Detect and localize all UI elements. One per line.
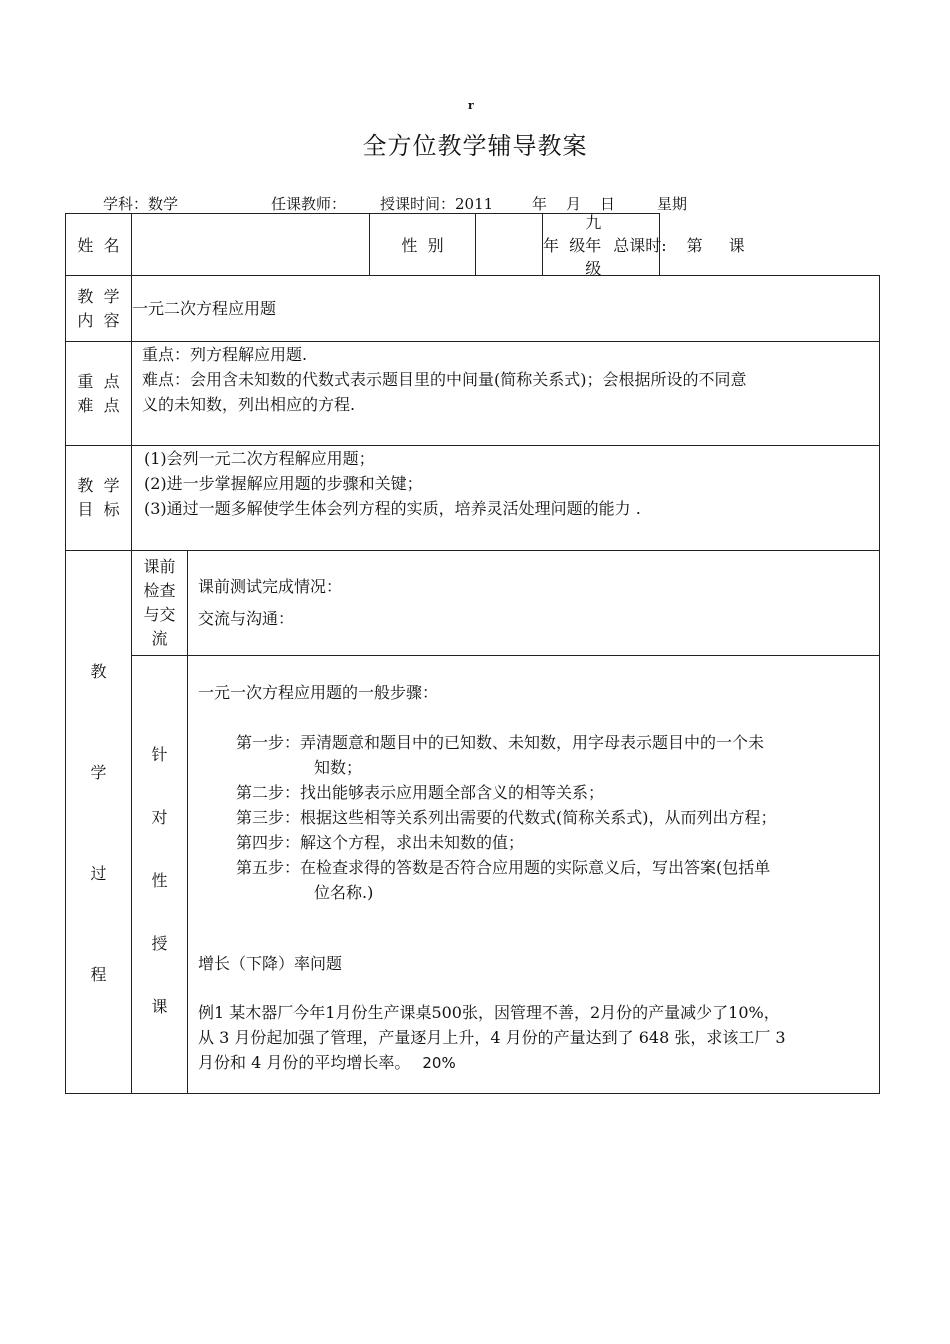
name-label: 姓 名 bbox=[66, 214, 132, 276]
example-answer: 20% bbox=[422, 1054, 456, 1072]
grade-hours-cell bbox=[543, 213, 745, 278]
name-value bbox=[132, 214, 370, 276]
info-time: 授课时间：2011 bbox=[380, 195, 494, 213]
goals-list bbox=[132, 446, 880, 551]
pre-test-line: 课前测试完成情况： bbox=[198, 577, 343, 596]
row-pre-class bbox=[66, 551, 880, 656]
pre-class-content bbox=[188, 551, 880, 656]
goal-item: (2)进一步掌握解应用题的步骤和关键； bbox=[144, 474, 423, 493]
info-day: 日 bbox=[600, 195, 616, 213]
step-item: 第二步：找出能够表示应用题全部含义的相等关系； bbox=[236, 783, 605, 802]
goal-item: (1)会列一元二次方程解应用题； bbox=[144, 449, 375, 468]
step-item: 第五步：在检查求得的答数是否符合应用题的实际意义后，写出答案(包括单 位名称.) bbox=[236, 858, 771, 902]
process-label: 教 学 过 程 bbox=[66, 551, 132, 1094]
row-targeted-teaching bbox=[66, 656, 880, 1094]
grade-label: 年 级 bbox=[543, 236, 586, 255]
goals-label: 教 学 目 标 bbox=[66, 446, 132, 551]
gender-label: 性 别 bbox=[370, 214, 476, 276]
section-title: 增长（下降）率问题 bbox=[198, 954, 343, 973]
step-item: 第三步：根据这些相等关系列出需要的代数式(简称关系式)，从而列出方程； bbox=[236, 808, 777, 827]
hours-ke: 课 bbox=[728, 236, 745, 255]
keypoint-line: 重点：列方程解应用题. bbox=[142, 345, 308, 364]
content-label: 教 学 内 容 bbox=[66, 276, 132, 342]
step-item: 第四步：解这个方程，求出未知数的值； bbox=[236, 833, 525, 852]
info-month: 月 bbox=[566, 195, 582, 213]
info-year: 年 bbox=[532, 195, 548, 213]
keypoints-label: 重 点 难 点 bbox=[66, 342, 132, 446]
info-week: 星期 bbox=[657, 195, 688, 213]
gender-value bbox=[476, 214, 543, 276]
info-teacher: 任课教师： bbox=[271, 195, 347, 213]
difficulty-line: 难点：会用含未知数的代数式表示题目里的中间量(简称关系式)；会根据所设的不同意 bbox=[142, 370, 747, 389]
info-subject: 学科：数学 bbox=[103, 195, 179, 213]
row-content bbox=[66, 276, 880, 342]
hours-di: 第 bbox=[686, 236, 703, 255]
goal-item: (3)通过一题多解使学生体会列方程的实质，培养灵活处理问题的能力 . bbox=[144, 499, 641, 518]
steps-title: 一元一次方程应用题的一般步骤： bbox=[198, 683, 439, 702]
row-basic-info bbox=[66, 214, 880, 276]
communication-line: 交流与沟通： bbox=[198, 609, 295, 628]
pre-class-label: 课前 检查 与交 流 bbox=[132, 551, 188, 656]
row-keypoints bbox=[66, 342, 880, 446]
row-goals bbox=[66, 446, 880, 551]
grade-value: 九年级 bbox=[585, 213, 602, 278]
header-marker: r bbox=[468, 99, 474, 112]
content-value: 一元二次方程应用题 bbox=[132, 276, 880, 342]
page-title: 全方位教学辅导教案 bbox=[362, 132, 588, 160]
steps-list bbox=[198, 730, 873, 905]
targeted-teaching-content bbox=[188, 656, 880, 1094]
targeted-teaching-label: 针 对 性 授 课 bbox=[132, 656, 188, 1094]
keypoints-text bbox=[132, 342, 880, 446]
step-item: 第一步：弄清题意和题目中的已知数、未知数，用字母表示题目中的一个未 知数； bbox=[236, 733, 765, 777]
difficulty-line-cont: 义的未知数，列出相应的方程. bbox=[142, 395, 356, 414]
hours-label: 总课时: bbox=[613, 236, 667, 255]
total-hours bbox=[601, 233, 744, 256]
example-problem: 例1 某木器厂今年1月份生产课桌500张，因管理不善，2月份的产量减少了10%， 从 3 月份起加强了管理，产量逐月上升，4 月份的产量达到了 648 张，求该工厂 3 月份和 4 月份的平均增长率。 20% bbox=[198, 1003, 786, 1072]
lesson-plan-table bbox=[65, 213, 880, 1094]
